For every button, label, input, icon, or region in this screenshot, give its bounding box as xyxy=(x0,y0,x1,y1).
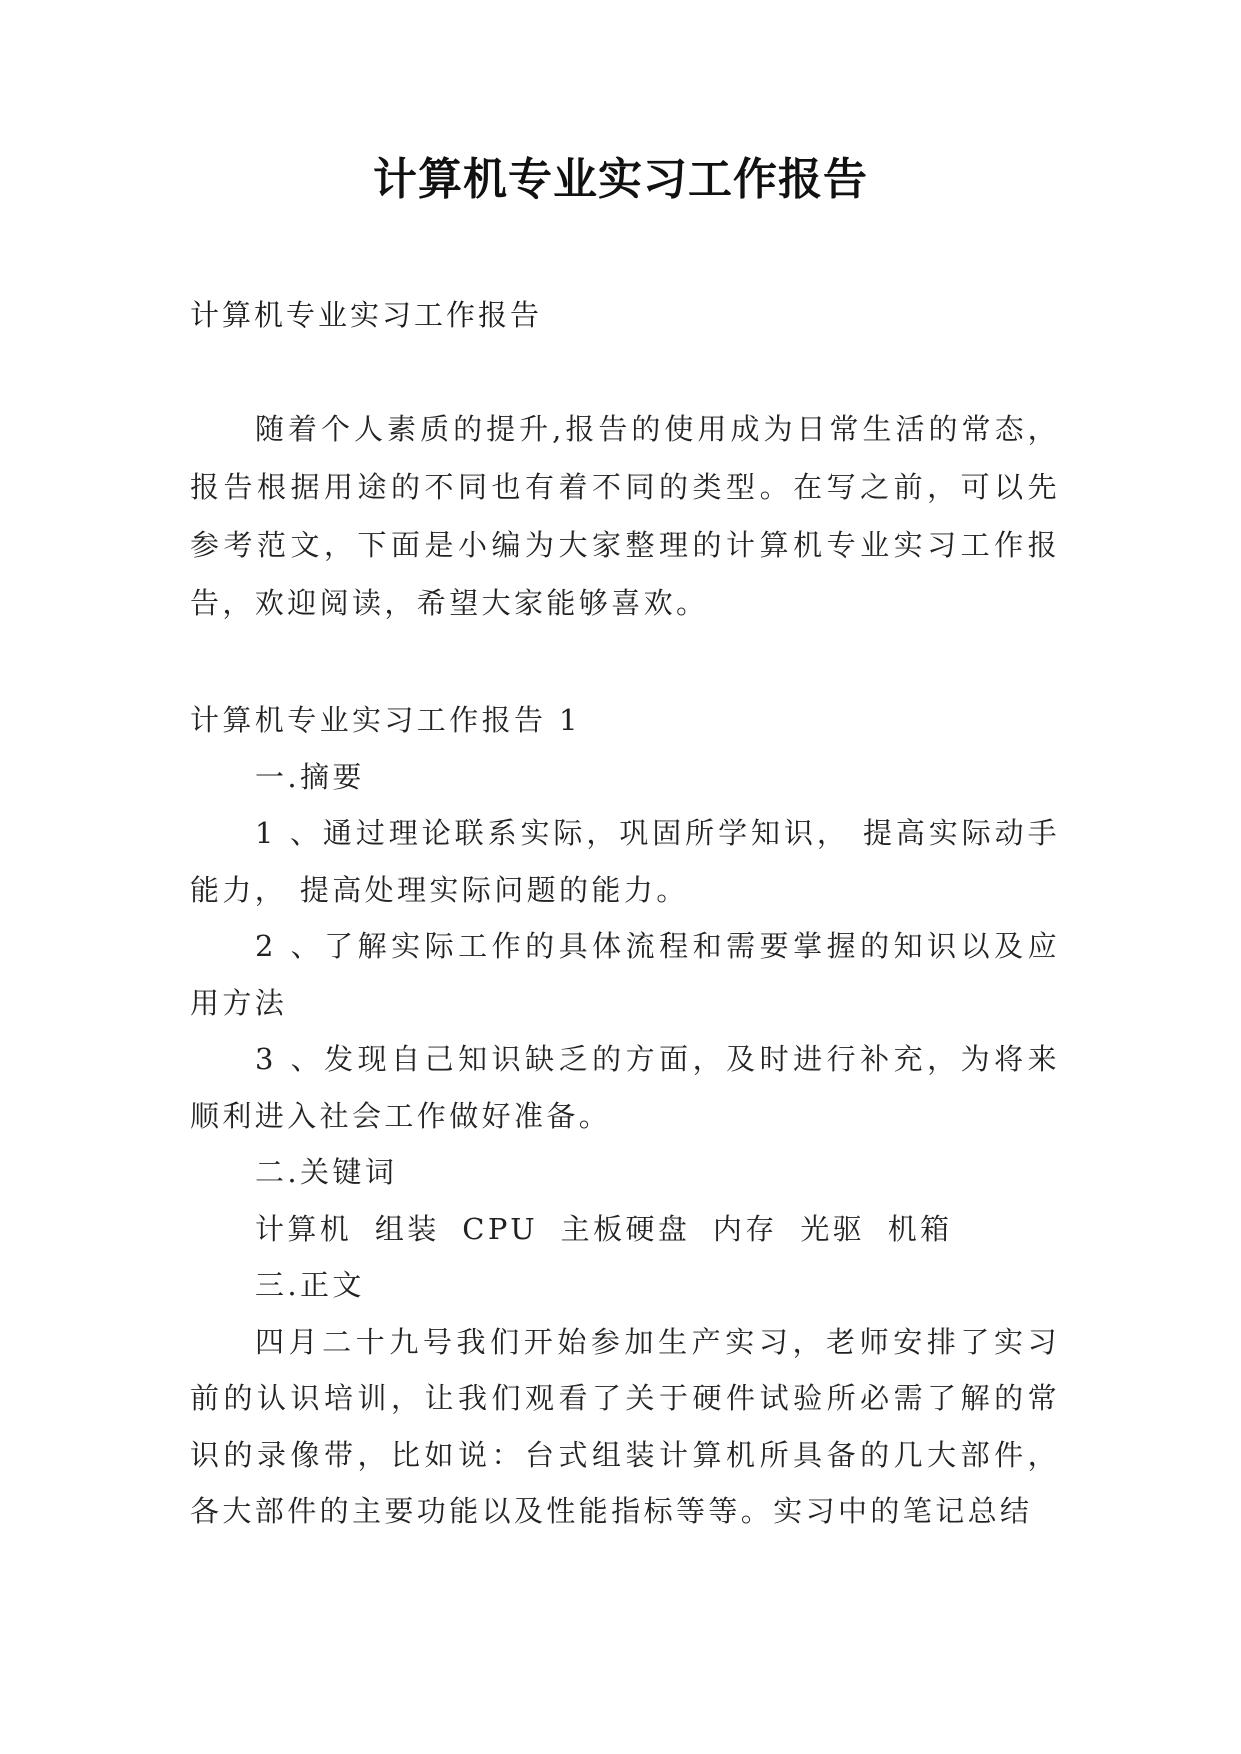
intro-paragraph: 随着个人素质的提升,报告的使用成为日常生活的常态，报告根据用途的不同也有着不同的类型。在写之前，可以先参考范文，下面是小编为大家整理的计算机专业实习工作报告，欢迎阅读，希望大家能够喜欢。 xyxy=(190,412,1060,620)
abstract-heading: 一.摘要 xyxy=(255,759,365,794)
body-heading: 三.正文 xyxy=(255,1268,365,1302)
document-subtitle: 计算机专业实习工作报告 xyxy=(190,298,543,332)
intro-section xyxy=(190,400,1060,632)
abstract-item: 1 、通过理论联系实际，巩固所学知识， 提高实际动手能力， 提高处理实际问题的能力。 xyxy=(190,816,1060,907)
section-title: 计算机专业实习工作报告 1 xyxy=(190,703,581,737)
abstract-item: 3 、发现自己知识缺乏的方面，及时进行补充，为将来顺利进入社会工作做好准备。 xyxy=(190,1042,1060,1133)
report-section-1 xyxy=(190,692,1060,1540)
keywords-list: 计算机 组装 CPU 主板硬盘 内存 光驱 机箱 xyxy=(255,1211,953,1246)
body-paragraph: 四月二十九号我们开始参加生产实习，老师安排了实习前的认识培训，让我们观看了关于硬件试验所必需了解的常识的录像带，比如说：台式组装计算机所具备的几大部件，各大部件的主要功能以及性能指标等等。实习中的笔记总结 xyxy=(190,1324,1060,1528)
keywords-heading: 二.关键词 xyxy=(255,1155,398,1189)
document-title: 计算机专业实习工作报告 xyxy=(373,154,868,205)
abstract-item: 2 、了解实际工作的具体流程和需要掌握的知识以及应用方法 xyxy=(190,929,1060,1020)
